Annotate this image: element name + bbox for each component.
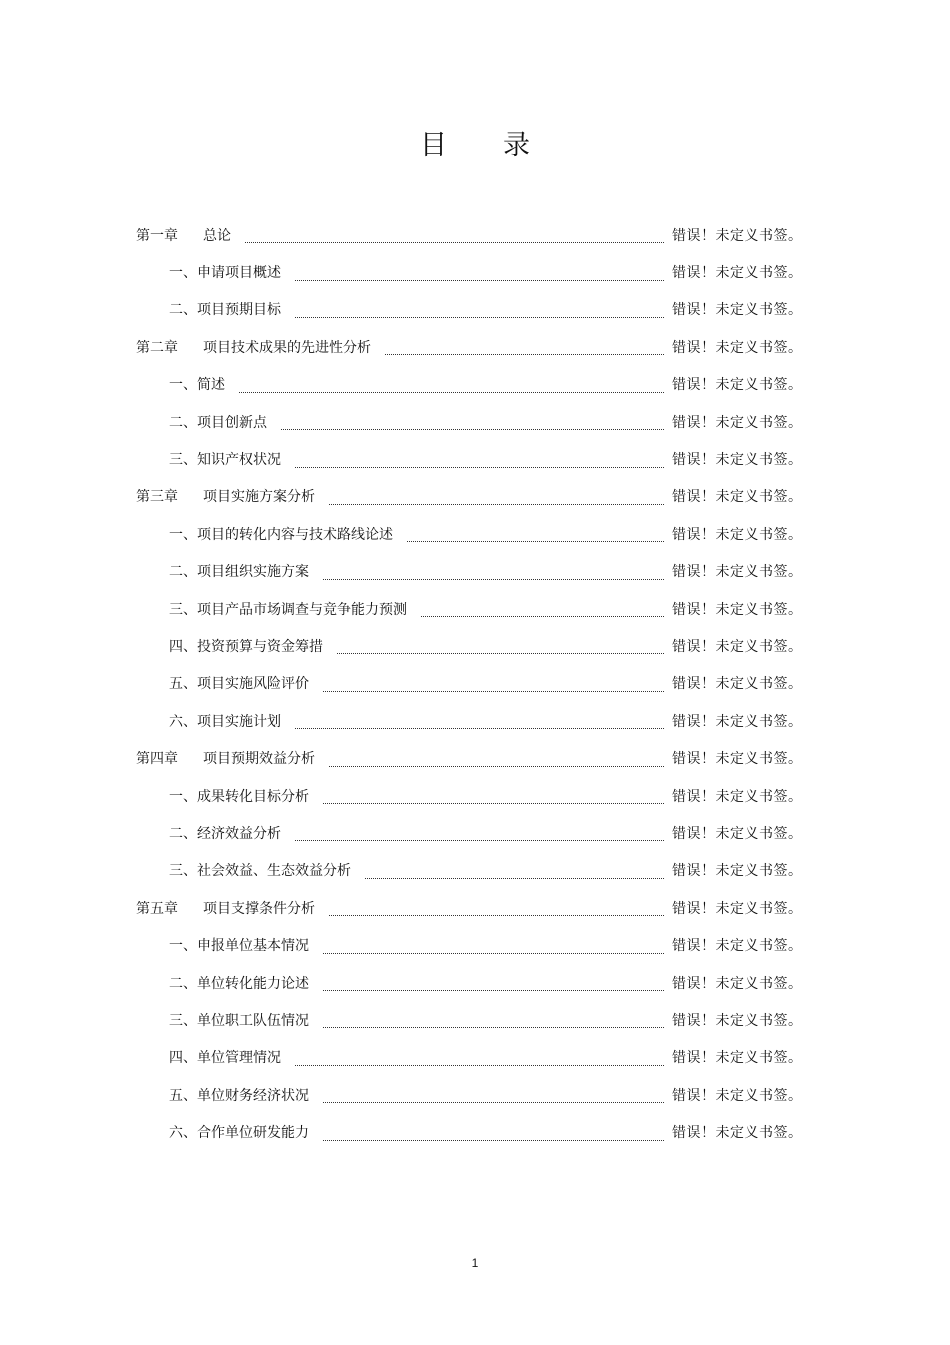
toc-page-reference: 错误！未定义书签。: [672, 227, 803, 244]
toc-entry-number: 二、: [169, 975, 197, 992]
toc-dot-leader: [407, 527, 664, 542]
toc-entry-label: 项目实施风险评价: [197, 676, 309, 693]
toc-section-entry[interactable]: [136, 927, 806, 964]
toc-entry-label: 项目组织实施方案: [197, 564, 309, 581]
toc-entry-label: 单位职工队伍情况: [197, 1012, 309, 1029]
toc-entry-label: 项目实施计划: [197, 713, 281, 730]
toc-page-reference: 错误！未定义书签。: [672, 452, 803, 469]
toc-entry-label: 合作单位研发能力: [197, 1125, 309, 1142]
toc-section-entry[interactable]: [136, 666, 806, 703]
toc-page-reference: 错误！未定义书签。: [672, 863, 803, 880]
table-of-contents: [136, 217, 806, 1152]
toc-dot-leader: [323, 565, 664, 580]
toc-page-reference: 错误！未定义书签。: [672, 377, 803, 394]
toc-dot-leader: [295, 1051, 664, 1066]
toc-section-entry[interactable]: [136, 554, 806, 591]
toc-entry-label: 单位管理情况: [197, 1050, 281, 1067]
toc-section-entry[interactable]: [136, 778, 806, 815]
toc-page-reference: 错误！未定义书签。: [672, 526, 803, 543]
toc-entry-label: 项目创新点: [197, 414, 267, 431]
toc-entry-label: 知识产权状况: [197, 452, 281, 469]
toc-section-entry[interactable]: [136, 367, 806, 404]
toc-section-entry[interactable]: [136, 1040, 806, 1077]
toc-page-reference: 错误！未定义书签。: [672, 713, 803, 730]
toc-entry-label: 单位转化能力论述: [197, 975, 309, 992]
toc-entry-number: 第四章: [136, 751, 178, 768]
toc-section-entry[interactable]: [136, 965, 806, 1002]
toc-entry-number: 四、: [169, 638, 197, 655]
toc-dot-leader: [323, 939, 664, 954]
toc-dot-leader: [337, 639, 664, 654]
toc-page-reference: 错误！未定义书签。: [672, 938, 803, 955]
toc-dot-leader: [365, 864, 664, 879]
toc-page-reference: 错误！未定义书签。: [672, 1012, 803, 1029]
page-number: 1: [471, 1256, 479, 1270]
toc-entry-label: 项目支撑条件分析: [203, 900, 315, 917]
toc-entry-number: 三、: [169, 1012, 197, 1029]
page-title: 目录: [420, 130, 586, 161]
toc-page-reference: 错误！未定义书签。: [672, 414, 803, 431]
toc-entry-number: 一、: [169, 377, 197, 394]
toc-section-entry[interactable]: [136, 404, 806, 441]
toc-page-reference: 错误！未定义书签。: [672, 1050, 803, 1067]
toc-entry-number: 三、: [169, 863, 197, 880]
toc-entry-number: 二、: [169, 302, 197, 319]
toc-dot-leader: [323, 1013, 664, 1028]
toc-section-entry[interactable]: [136, 853, 806, 890]
toc-page-reference: 错误！未定义书签。: [672, 638, 803, 655]
toc-page-reference: 错误！未定义书签。: [672, 975, 803, 992]
toc-section-entry[interactable]: [136, 1002, 806, 1039]
toc-dot-leader: [295, 826, 664, 841]
toc-entry-label: 项目预期目标: [197, 302, 281, 319]
toc-chapter-entry[interactable]: [136, 217, 806, 254]
toc-page-reference: 错误！未定义书签。: [672, 1125, 803, 1142]
toc-entry-label: 申请项目概述: [197, 265, 281, 282]
toc-dot-leader: [295, 714, 664, 729]
toc-entry-label: 项目的转化内容与技术路线论述: [197, 526, 393, 543]
toc-section-entry[interactable]: [136, 628, 806, 665]
toc-section-entry[interactable]: [136, 254, 806, 291]
toc-entry-number: 一、: [169, 788, 197, 805]
toc-dot-leader: [323, 1126, 664, 1141]
toc-entry-number: 四、: [169, 1050, 197, 1067]
toc-entry-label: 申报单位基本情况: [197, 938, 309, 955]
toc-section-entry[interactable]: [136, 292, 806, 329]
toc-section-entry[interactable]: [136, 703, 806, 740]
toc-dot-leader: [281, 415, 664, 430]
toc-page-reference: 错误！未定义书签。: [672, 339, 803, 356]
toc-entry-label: 项目预期效益分析: [203, 751, 315, 768]
toc-page-reference: 错误！未定义书签。: [672, 1087, 803, 1104]
toc-page-reference: 错误！未定义书签。: [672, 601, 803, 618]
toc-page-reference: 错误！未定义书签。: [672, 302, 803, 319]
toc-entry-label: 社会效益、生态效益分析: [197, 863, 351, 880]
toc-page-reference: 错误！未定义书签。: [672, 265, 803, 282]
toc-entry-number: 五、: [169, 1087, 197, 1104]
toc-section-entry[interactable]: [136, 516, 806, 553]
toc-entry-number: 第一章: [136, 227, 178, 244]
toc-entry-label: 投资预算与资金筹措: [197, 638, 323, 655]
toc-entry-number: 一、: [169, 265, 197, 282]
toc-entry-number: 二、: [169, 825, 197, 842]
toc-section-entry[interactable]: [136, 1077, 806, 1114]
toc-dot-leader: [245, 228, 664, 243]
toc-page-reference: 错误！未定义书签。: [672, 489, 803, 506]
toc-page-reference: 错误！未定义书签。: [672, 900, 803, 917]
toc-section-entry[interactable]: [136, 591, 806, 628]
toc-entry-label: 经济效益分析: [197, 825, 281, 842]
toc-entry-label: 项目实施方案分析: [203, 489, 315, 506]
toc-chapter-entry[interactable]: [136, 329, 806, 366]
toc-section-entry[interactable]: [136, 441, 806, 478]
toc-entry-number: 第五章: [136, 900, 178, 917]
toc-dot-leader: [295, 303, 664, 318]
toc-entry-number: 六、: [169, 1125, 197, 1142]
toc-dot-leader: [323, 1088, 664, 1103]
toc-entry-label: 总论: [203, 227, 231, 244]
toc-dot-leader: [323, 789, 664, 804]
toc-entry-number: 二、: [169, 414, 197, 431]
toc-entry-number: 第三章: [136, 489, 178, 506]
toc-entry-number: 三、: [169, 601, 197, 618]
toc-entry-number: 五、: [169, 676, 197, 693]
toc-entry-label: 单位财务经济状况: [197, 1087, 309, 1104]
toc-chapter-entry[interactable]: [136, 740, 806, 777]
toc-page-reference: 错误！未定义书签。: [672, 788, 803, 805]
toc-dot-leader: [329, 490, 664, 505]
toc-section-entry[interactable]: [136, 1114, 806, 1151]
toc-dot-leader: [329, 901, 664, 916]
toc-page-reference: 错误！未定义书签。: [672, 751, 803, 768]
toc-section-entry[interactable]: [136, 815, 806, 852]
toc-page-reference: 错误！未定义书签。: [672, 564, 803, 581]
toc-dot-leader: [421, 602, 664, 617]
toc-entry-label: 项目技术成果的先进性分析: [203, 339, 371, 356]
toc-entry-number: 第二章: [136, 339, 178, 356]
toc-entry-number: 一、: [169, 526, 197, 543]
toc-entry-number: 二、: [169, 564, 197, 581]
toc-dot-leader: [329, 752, 664, 767]
toc-entry-number: 三、: [169, 452, 197, 469]
toc-entry-number: 六、: [169, 713, 197, 730]
toc-chapter-entry[interactable]: [136, 479, 806, 516]
toc-dot-leader: [385, 340, 664, 355]
toc-entry-label: 成果转化目标分析: [197, 788, 309, 805]
toc-chapter-entry[interactable]: [136, 890, 806, 927]
toc-dot-leader: [323, 677, 664, 692]
toc-page-reference: 错误！未定义书签。: [672, 825, 803, 842]
toc-dot-leader: [323, 976, 664, 991]
toc-dot-leader: [239, 378, 664, 393]
toc-page-reference: 错误！未定义书签。: [672, 676, 803, 693]
toc-dot-leader: [295, 266, 664, 281]
toc-dot-leader: [295, 453, 664, 468]
toc-entry-label: 简述: [197, 377, 225, 394]
toc-entry-label: 项目产品市场调查与竞争能力预测: [197, 601, 407, 618]
toc-entry-number: 一、: [169, 938, 197, 955]
